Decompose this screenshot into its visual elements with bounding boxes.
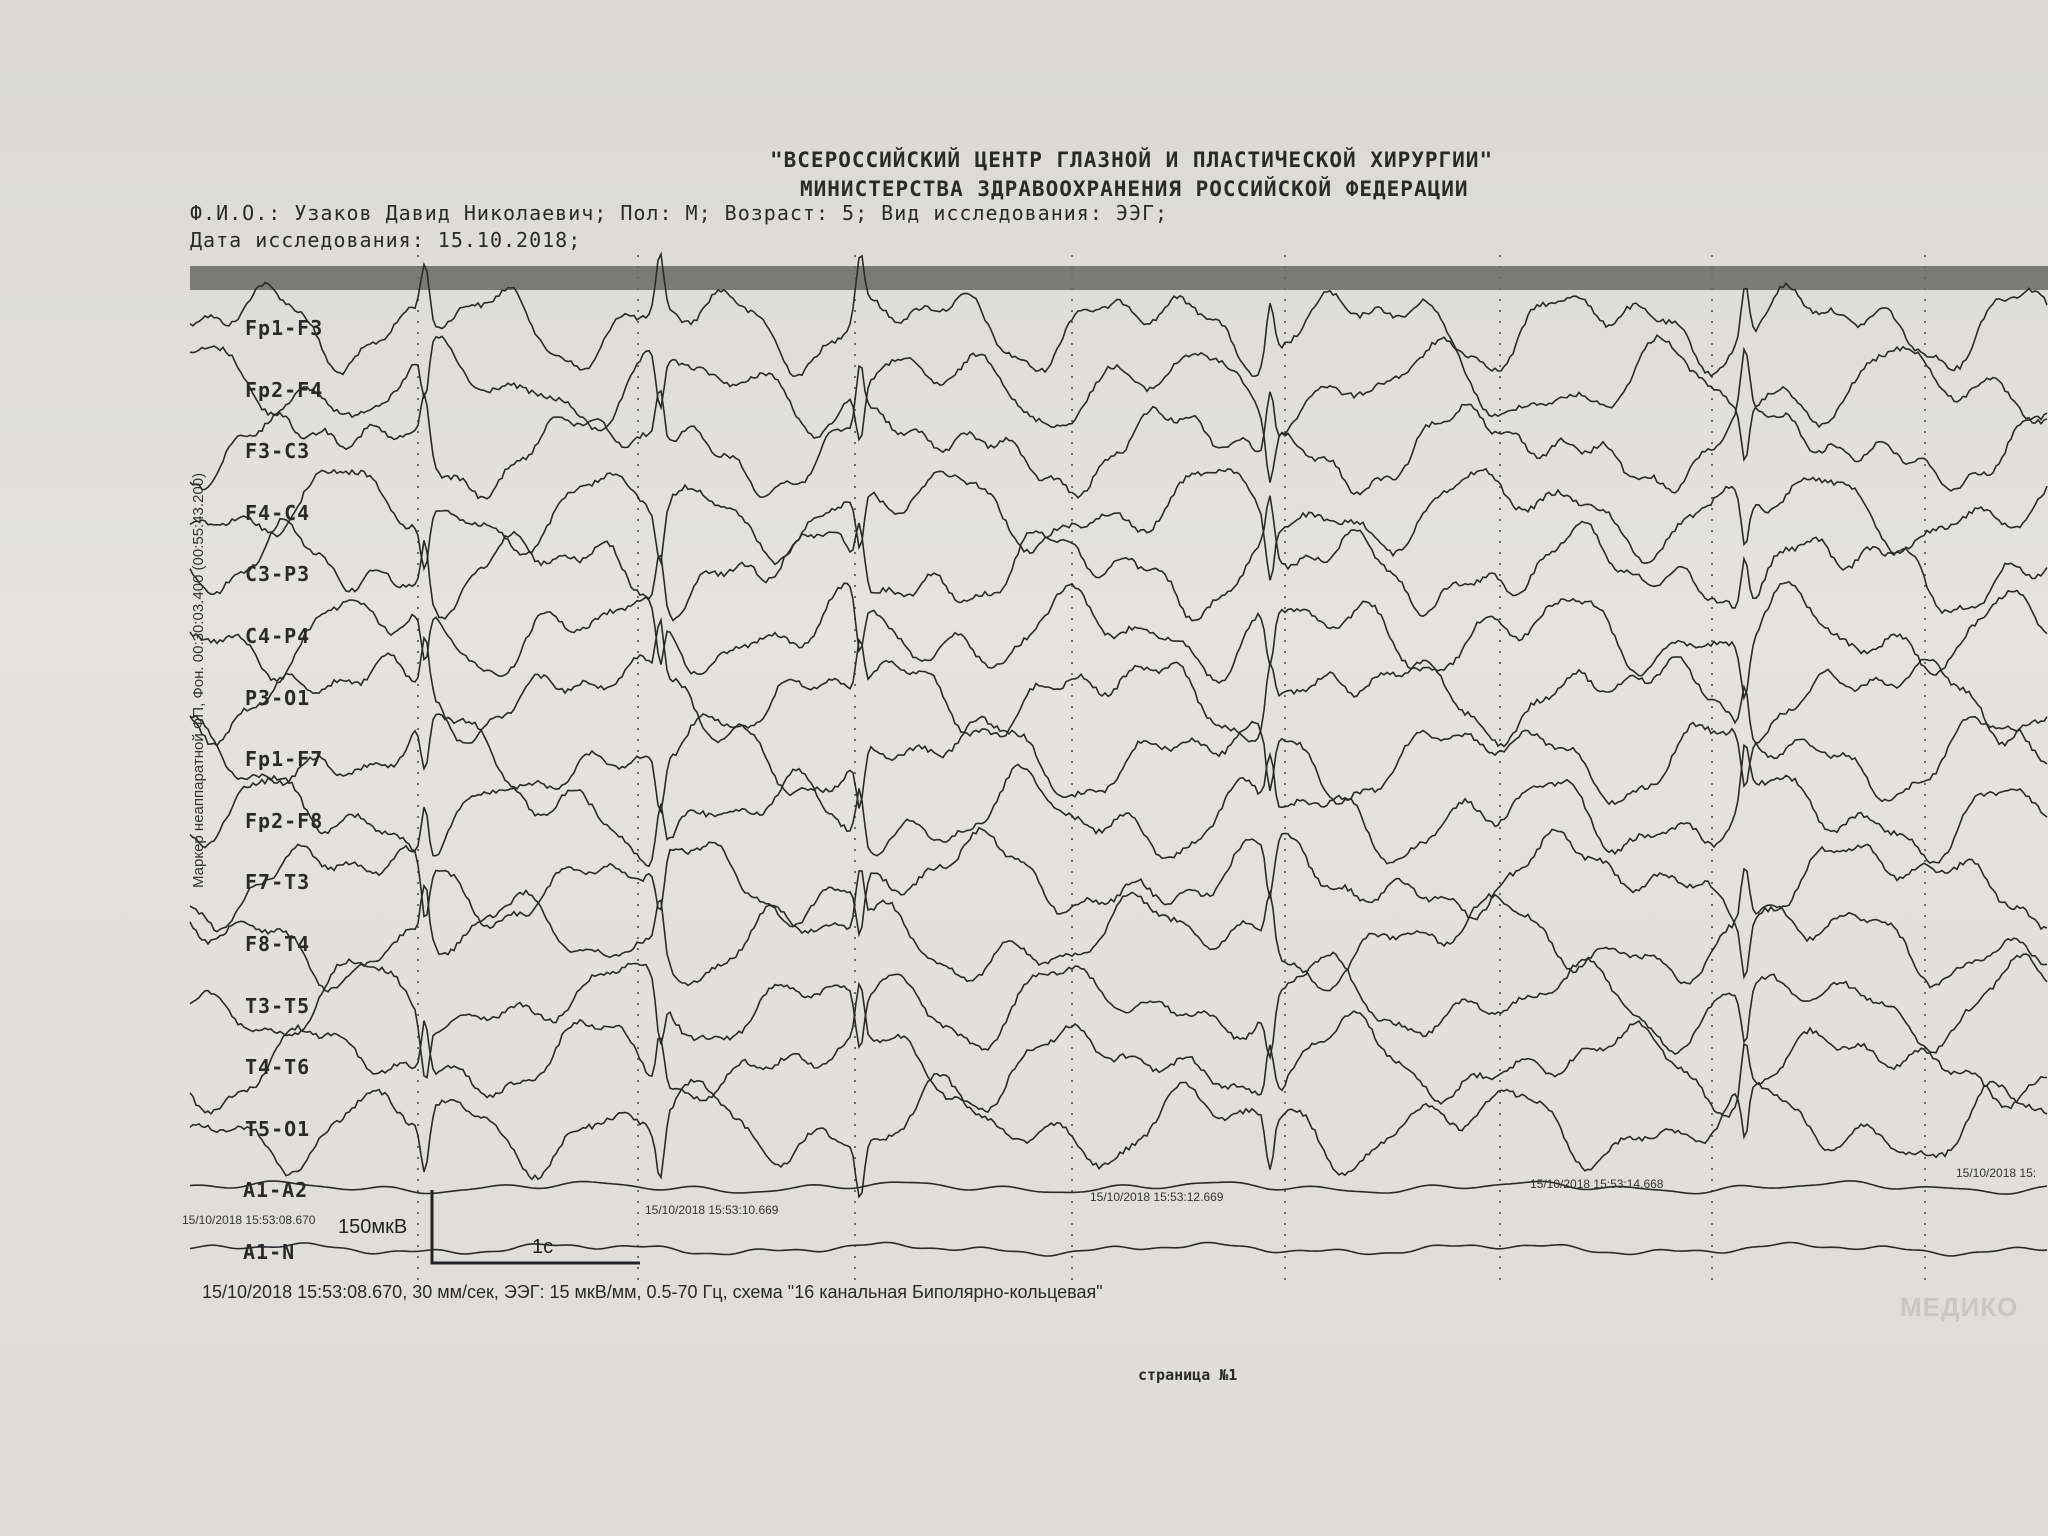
eeg-trace-p3-o1 <box>190 620 2047 746</box>
channel-label-a1-n: A1-N <box>243 1240 296 1264</box>
timestamp-3: 15/10/2018 15:53:12.669 <box>1090 1190 1224 1204</box>
eeg-trace-fp2-f4 <box>190 335 2047 482</box>
channel-label-fp2-f4: Fp2-F4 <box>245 377 324 402</box>
eeg-trace-t4-t6 <box>190 984 2047 1117</box>
patient-info: Ф.И.О.: Узаков Давид Николаевич; Пол: М; Возраст: 5; Вид исследования: ЭЭГ; <box>190 201 1169 225</box>
channel-label-a1-a2: A1-A2 <box>243 1178 309 1203</box>
channel-label-f3-c3: F3-C3 <box>245 439 311 464</box>
channel-label-fp2-f8: Fp2-F8 <box>245 808 324 833</box>
timestamp-1: 15/10/2018 15:53:08.670 <box>182 1213 316 1227</box>
eeg-trace-f8-t4 <box>190 869 2047 992</box>
channel-label-t5-o1: T5-O1 <box>245 1116 311 1141</box>
eeg-trace-fp2-f8 <box>190 745 2047 866</box>
calibration-amplitude: 150мкВ <box>338 1216 408 1238</box>
channel-label-fp1-f3: Fp1-F3 <box>245 316 324 340</box>
page-number: страница №1 <box>1138 1366 1238 1384</box>
channel-label-f8-t4: F8-T4 <box>245 932 311 956</box>
eeg-trace-f3-c3 <box>190 349 2047 498</box>
eeg-trace-a1-n <box>190 1242 2047 1256</box>
recording-parameters: 15/10/2018 15:53:08.670, 30 мм/сек, ЭЭГ: 15 мкВ/мм, 0.5-70 Гц, схема "16 канальная Биполярно-кольцевая" <box>202 1282 1103 1302</box>
org-title-line1: "ВСЕРОССИЙСКИЙ ЦЕНТР ГЛАЗНОЙ И ПЛАСТИЧЕСКОЙ ХИРУРГИИ" <box>770 148 1494 172</box>
channel-label-f7-t3: F7-T3 <box>245 870 311 895</box>
channel-label-t3-t5: T3-T5 <box>245 993 311 1018</box>
channel-label-p3-o1: P3-O1 <box>245 685 311 710</box>
side-marker-text: Маркер неаппаратной ФП, Фон. 00:30:03.400 (00:55:43.200) <box>190 472 207 888</box>
timestamp-2: 15/10/2018 15:53:10.669 <box>645 1203 779 1217</box>
eeg-header-band <box>190 266 2048 290</box>
org-title-line2: МИНИСТЕРСТВА ЗДРАВООХРАНЕНИЯ РОССИЙСКОЙ ФЕДЕРАЦИИ <box>800 177 1469 201</box>
channel-label-t4-t6: T4-T6 <box>245 1055 311 1080</box>
eeg-trace-c3-p3 <box>190 496 2047 621</box>
study-date: Дата исследования: 15.10.2018; <box>190 228 582 252</box>
eeg-trace-c4-p4 <box>190 582 2047 698</box>
channel-label-c4-p4: C4-P4 <box>245 624 311 648</box>
eeg-trace-t3-t5 <box>190 952 2047 1080</box>
timestamp-5: 15/10/2018 15: <box>1956 1166 2037 1180</box>
timestamp-4: 15/10/2018 15:53:14.668 <box>1530 1177 1664 1191</box>
channel-label-c3-p3: C3-P3 <box>245 562 311 587</box>
eeg-trace-t5-o1 <box>190 1074 2047 1197</box>
manufacturer-logo: МЕДИКО <box>1900 1292 2019 1322</box>
channel-label-fp1-f7: Fp1-F7 <box>245 747 324 772</box>
calibration-time: 1с <box>532 1236 554 1258</box>
channel-label-f4-c4: F4-C4 <box>245 500 311 525</box>
